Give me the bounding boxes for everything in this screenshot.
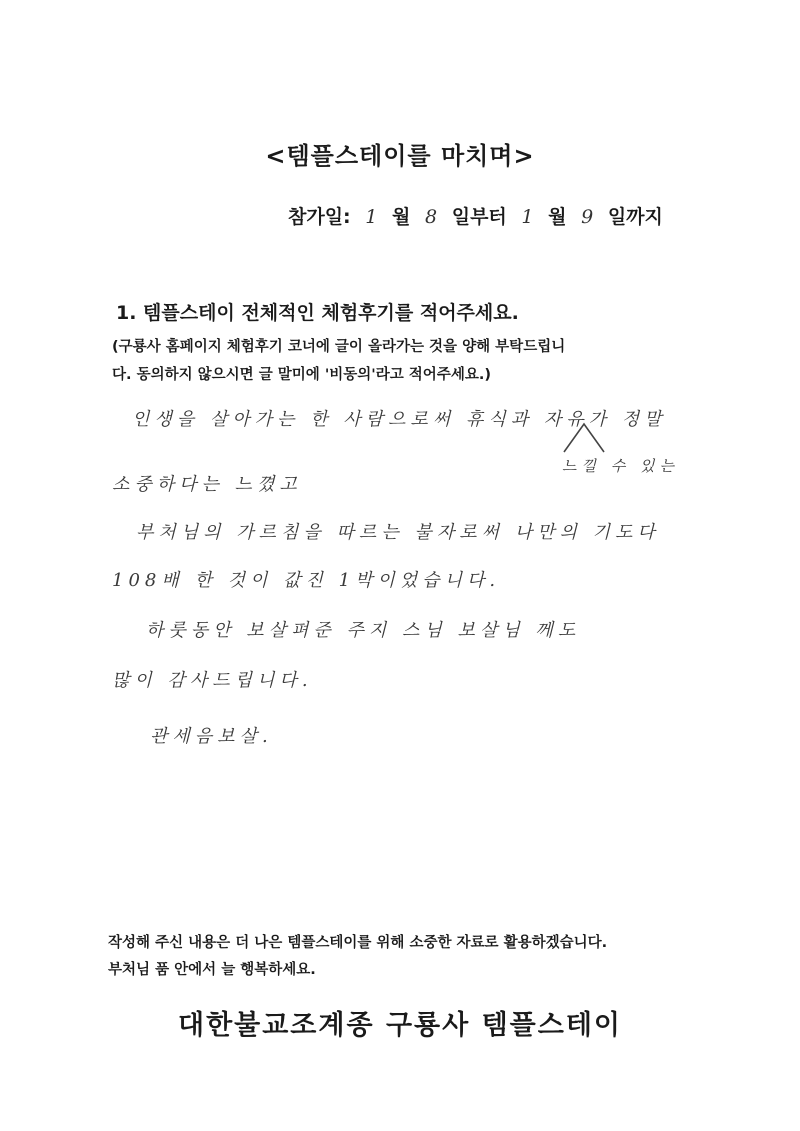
month-unit: 월 [392, 206, 411, 228]
question-note-line1: (구룡사 홈페이지 체험후기 코너에 글이 올라가는 것을 양해 부탁드립니 [112, 339, 566, 355]
page-title: <템플스테이를 마치며> [265, 142, 535, 170]
to-unit: 일까지 [607, 206, 663, 228]
handwritten-insert: 느낄 수 있는 [562, 457, 679, 475]
handwritten-line5: 하룻동안 보살펴준 주지 스님 보살님 께도 [146, 620, 581, 641]
end-month-value: 1 [521, 206, 534, 228]
question-note-line2: 다. 동의하지 않으시면 글 말미에 '비동의'라고 적어주세요.) [112, 367, 491, 383]
dates-label: 참가일: [288, 206, 351, 228]
participation-dates [288, 202, 663, 229]
start-day-value: 8 [425, 206, 438, 228]
handwritten-line2: 소중하다는 느꼈고 [112, 474, 302, 495]
from-unit: 일부터 [451, 206, 507, 228]
handwritten-line3: 부처님의 가르침을 따르는 불자로써 나만의 기도다 [136, 522, 660, 543]
handwritten-line1: 인생을 살아가는 한 사람으로써 휴식과 자유가 정말 [132, 409, 667, 430]
end-month-unit: 월 [548, 206, 567, 228]
end-day-value: 9 [581, 206, 594, 228]
handwritten-line6: 많이 감사드립니다. [112, 670, 313, 691]
handwritten-line4: 108배 한 것이 값진 1박이었습니다. [112, 570, 501, 591]
question-heading: 1. 템플스테이 전체적인 체험후기를 적어주세요. [116, 302, 519, 324]
footer-line1: 작성해 주신 내용은 더 나은 템플스테이를 위해 소중한 자료로 활용하겠습니다. [108, 935, 608, 951]
start-month-value: 1 [365, 206, 378, 228]
footer-line2: 부처님 품 안에서 늘 행복하세요. [108, 962, 316, 978]
handwritten-line7: 관세음보살. [150, 726, 273, 747]
organization-name: 대한불교조계종 구룡사 템플스테이 [177, 1010, 623, 1041]
insertion-caret [560, 420, 610, 456]
